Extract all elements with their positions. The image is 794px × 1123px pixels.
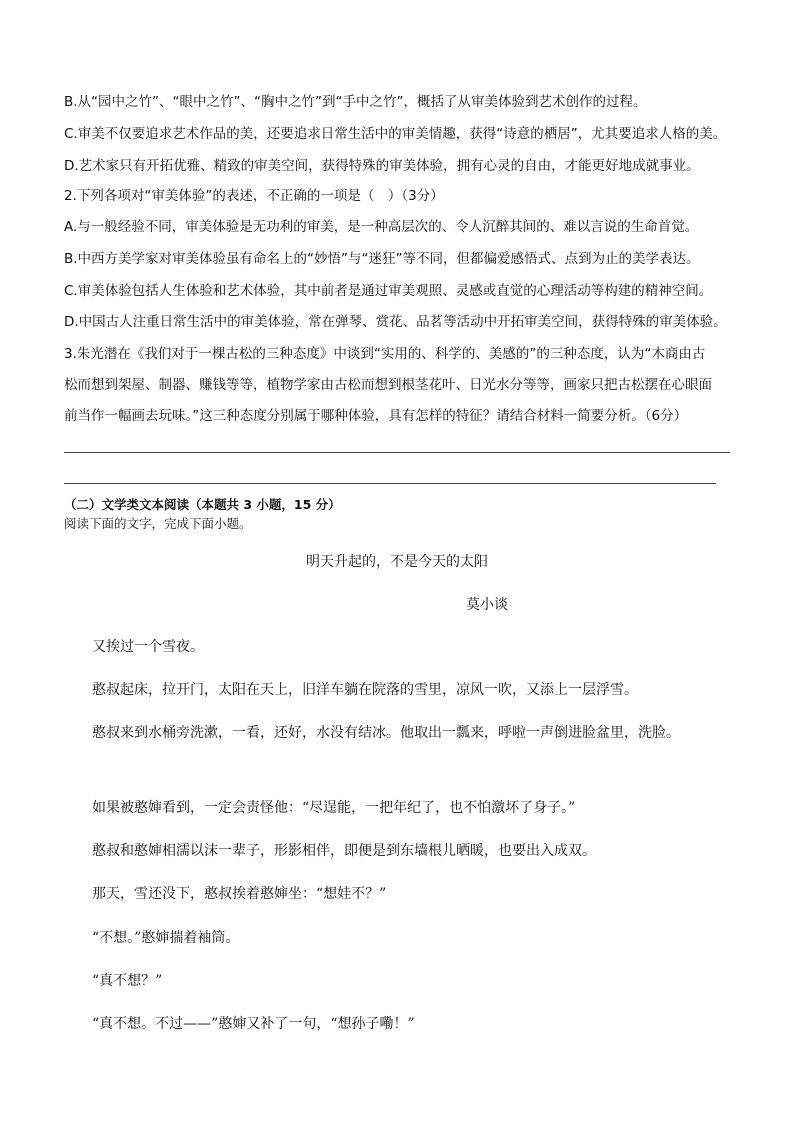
story-paragraph: 如果被憨婶看到，一定会责怪他：“尽逞能，一把年纪了，也不怕激坏了身子。” — [92, 800, 576, 816]
q2-option-b: B.中西方美学家对审美体验虽有命名上的“妙悟”与“迷狂”等不同，但都偏爱感悟式、点到为止的美学表达。 — [64, 251, 700, 267]
q2-option-c: C.审美体验包括人生体验和艺术体验，其中前者是通过审美观照、灵感或直觉的心理活动等构建的精神空间。 — [64, 283, 713, 299]
q3-stem-line-2: 松而想到架屋、制器、赚钱等等，植物学家由古松而想到根茎花叶、日光水分等等，画家只把古松摆在心眼面 — [64, 377, 712, 393]
q3-stem-line-3: 前当作一幅画去玩味。”这三种态度分别属于哪种体验，具有怎样的特征？请结合材料一简要分析。（6分） — [64, 408, 688, 424]
story-paragraph: 又挨过一个雪夜。 — [92, 639, 204, 655]
answer-line-2[interactable] — [64, 483, 716, 484]
section-heading: （二）文学类文本阅读（本题共 3 小题，15 分） — [64, 497, 341, 512]
story-paragraph: “真不想？” — [92, 973, 163, 989]
story-paragraph: 憨叔和憨婶相濡以沫一辈子，形影相伴，即便是到东墙根儿晒暖，也要出入成双。 — [92, 843, 596, 859]
q1-option-b: B.从“园中之竹”、“眼中之竹”、“胸中之竹”到“手中之竹”，概括了从审美体验到艺术创作的过程。 — [64, 94, 647, 110]
answer-line-1[interactable] — [64, 452, 730, 453]
story-paragraph: “不想。”憨婶揣着袖筒。 — [92, 930, 240, 946]
story-paragraph: 憨叔来到水桶旁洗漱，一看，还好，水没有结冰。他取出一瓢来，呼啦一声倒进脸盆里，洗脸。 — [92, 725, 680, 741]
q1-option-c: C.审美不仅要追求艺术作品的美，还要追求日常生活中的审美情趣，获得“诗意的栖居”，尤其要追求人格的美。 — [64, 126, 727, 142]
q2-option-d: D.中国古人注重日常生活中的审美体验，常在弹琴、赏花、品茗等活动中开拓审美空间，获得特殊的审美体验。 — [64, 314, 727, 330]
q3-stem-line-1: 3.朱光潜在《我们对于一棵古松的三种态度》中谈到“实用的、科学的、美感的”的三种态度，认为“木商由古 — [64, 346, 706, 362]
story-paragraph: 憨叔起床，拉开门，太阳在天上，旧洋车躺在院落的雪里，凉风一吹，又添上一层浮雪。 — [92, 682, 638, 698]
story-title: 明天升起的，不是今天的太阳 — [306, 554, 488, 570]
story-paragraph: 那天，雪还没下，憨叔挨着憨婶坐：“想娃不？” — [92, 886, 387, 902]
reading-instruction: 阅读下面的文字，完成下面小题。 — [64, 516, 252, 531]
story-author: 莫小谈 — [466, 597, 508, 613]
q2-stem: 2.下列各项对“审美体验”的表述，不正确的一项是（ ）（3分） — [64, 188, 444, 204]
q1-option-d: D.艺术家只有开拓优雅、精致的审美空间，获得特殊的审美体验，拥有心灵的自由，才能更好地成就事业。 — [64, 158, 700, 174]
story-paragraph: “真不想。不过——”憨婶又补了一句，“想孙子嘞！” — [92, 1016, 415, 1032]
q2-option-a: A.与一般经验不同，审美体验是无功利的审美，是一种高层次的、令人沉醉其间的、难以言说的生命首觉。 — [64, 219, 699, 235]
